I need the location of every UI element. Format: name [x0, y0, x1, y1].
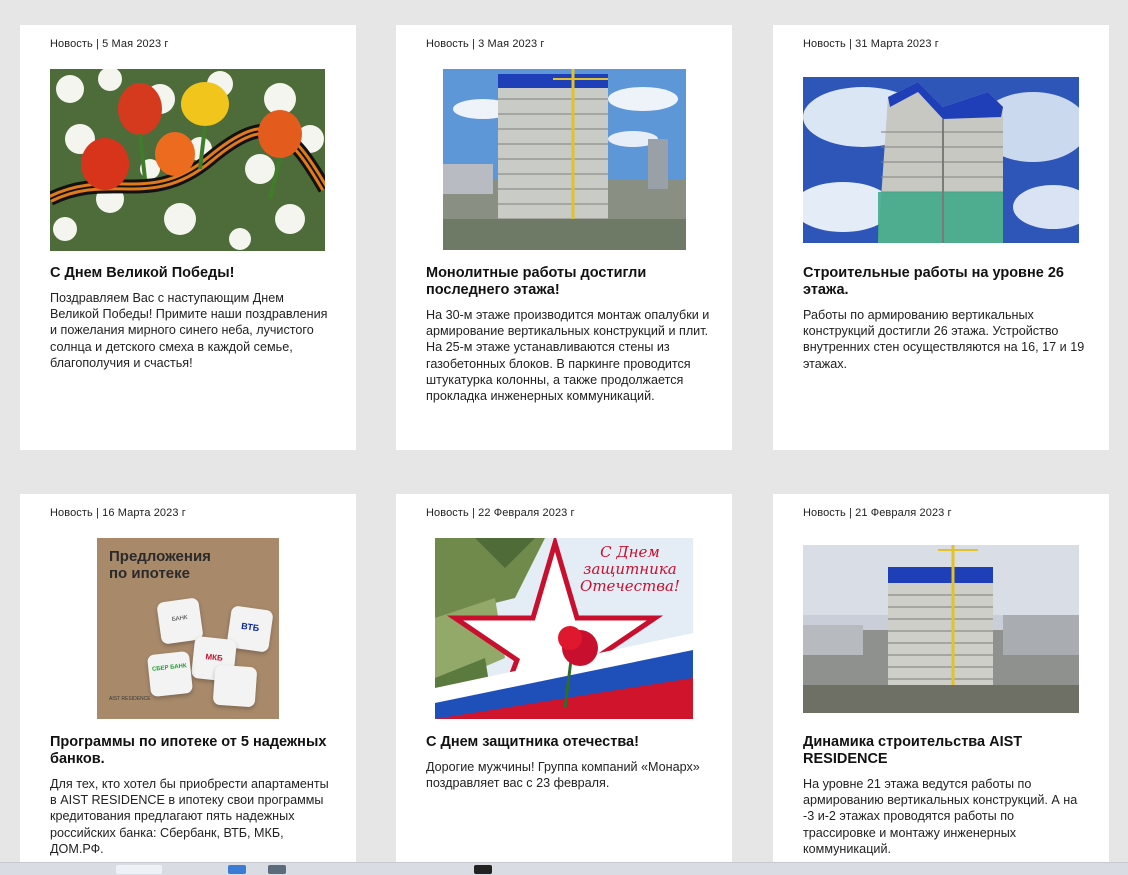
news-title[interactable]: Строительные работы на уровне 26 этажа. [803, 265, 1064, 298]
news-title[interactable]: Динамика строительства AIST RESIDENCE [803, 734, 1023, 767]
news-card[interactable] [773, 25, 1109, 450]
construction-photo-image[interactable] [803, 77, 1079, 243]
taskbar-button[interactable] [116, 865, 162, 874]
news-meta: Новость | 3 Мая 2023 г [426, 38, 545, 50]
news-text: Для тех, кто хотел бы приобрести апартаменты в AIST RESIDENCE в ипотеку свои программы кредитования предлагают пять надежных российских банка: Сбербанк, ВТБ, МКБ, ДОМ.РФ. [50, 777, 329, 856]
mortgage-heading: Предложения по ипотеке [109, 548, 211, 582]
news-meta: Новость | 21 Февраля 2023 г [803, 507, 952, 519]
taskbar-app-icon[interactable] [474, 865, 492, 874]
news-card[interactable] [20, 25, 356, 450]
bank-label: ВТБ [240, 620, 260, 634]
news-card[interactable] [396, 494, 732, 875]
construction-photo-image[interactable] [803, 545, 1079, 713]
mortgage-offers-image[interactable] [97, 538, 279, 719]
bank-label: МКБ [205, 652, 224, 663]
victory-day-flowers-image[interactable] [50, 69, 325, 251]
defender-day-caption: С Днем защитника Отечества! [580, 543, 680, 595]
news-meta: Новость | 22 Февраля 2023 г [426, 507, 575, 519]
news-card[interactable] [773, 494, 1109, 875]
construction-photo-image[interactable] [443, 69, 686, 250]
bank-label: СБЕР БАНК [151, 663, 187, 673]
news-text: Работы по армированию вертикальных конструкций достигли 26 этажа. Устройство внутренних стен осуществляются на 16, 17 и 19 этажах. [803, 308, 1085, 371]
news-title[interactable]: С Днем защитника отечества! [426, 734, 639, 750]
taskbar-app-icon[interactable] [268, 865, 286, 874]
news-meta: Новость | 31 Марта 2023 г [803, 38, 939, 50]
bank-tile [213, 665, 258, 708]
news-card[interactable] [396, 25, 732, 450]
news-meta: Новость | 5 Мая 2023 г [50, 38, 169, 50]
news-meta: Новость | 16 Марта 2023 г [50, 507, 186, 519]
news-text: Поздравляем Вас с наступающим Днем Великой Победы! Примите наши поздравления и пожелания мирного синего неба, лучистого солнца и детского смеха в каждой семье, благополучия и счастья! [50, 291, 328, 370]
bank-label: БАНК [171, 614, 188, 624]
taskbar-app-icon[interactable] [228, 865, 246, 874]
news-text: Дорогие мужчины! Группа компаний «Монарх» поздравляет вас с 23 февраля. [426, 760, 700, 791]
news-title[interactable]: С Днем Великой Победы! [50, 265, 235, 281]
news-card[interactable] [20, 494, 356, 875]
news-text: На уровне 21 этажа ведутся работы по армированию вертикальных конструкций. А на -3 и-2 этажах проводятся работы по трассировке и монтажу инженерных коммуникаций. [803, 777, 1078, 856]
taskbar [0, 862, 1128, 875]
aist-logo: AIST RESIDENCE [109, 696, 151, 702]
news-title[interactable]: Монолитные работы достигли последнего этажа! [426, 265, 647, 298]
defender-day-image[interactable] [435, 538, 693, 719]
news-text: На 30-м этаже производится монтаж опалубки и армирование вертикальных конструкций и плит. На 25-м этаже устанавливаются стены из газобетонных блоков. В паркинге проводится штукатурка колонны, а также продолжается прокладка инженерных коммуникаций. [426, 308, 710, 404]
sber-tile [147, 651, 193, 697]
news-title[interactable]: Программы по ипотеке от 5 надежных банков. [50, 734, 327, 767]
